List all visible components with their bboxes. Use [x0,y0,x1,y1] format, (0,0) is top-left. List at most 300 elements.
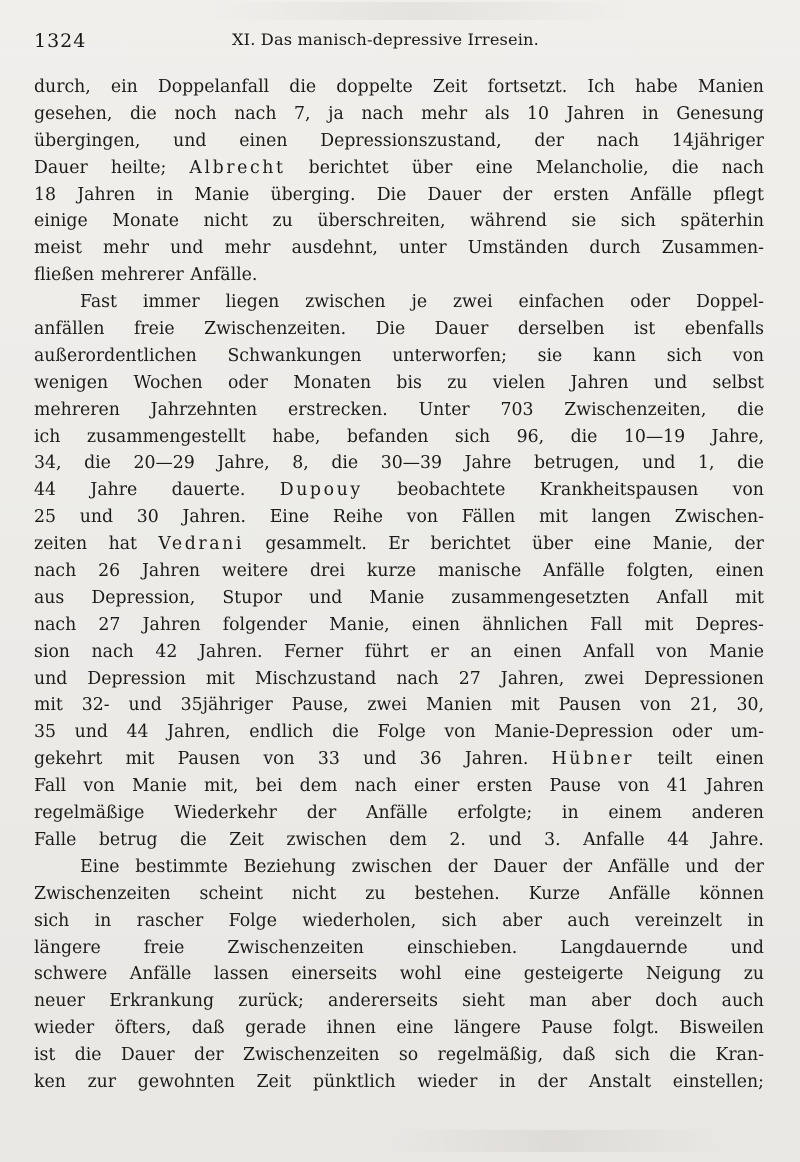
word: gerade [245,1018,307,1039]
text-line [34,450,764,477]
word: nach [34,561,77,582]
word: 26 [98,561,121,582]
word: von [732,480,764,501]
word: Manien [697,77,764,97]
word: mit, [204,776,239,797]
word: sich [34,910,70,931]
word: von [656,641,688,662]
text-line [34,612,764,639]
word: Manien [425,695,492,716]
word: 44 [126,722,149,743]
word: sion [34,641,70,662]
word: zusammengesetzten [451,587,630,608]
word: 18 [34,184,56,205]
word: Zwischen- [674,507,764,528]
word: Falle [34,829,77,850]
text-line [34,639,764,666]
word: überschreiten, [317,211,446,232]
word: wenigen [34,372,109,393]
word: und [363,749,397,770]
word: Manie, [652,534,713,555]
text-line [34,397,764,424]
word: Anfall [656,587,709,608]
word: Dauer [493,856,547,877]
word: der [306,803,337,824]
word: pünktlich [312,1071,396,1092]
word: eine [464,964,502,985]
word: Fällen [461,507,516,528]
word: von [639,695,672,716]
word: Anfalle [583,829,645,850]
word: einen [411,614,461,635]
word: mehrerer [100,265,184,286]
word: Vedrani [158,534,244,555]
word: 703 [500,399,534,420]
word: nach [396,668,439,689]
word: Jahren [77,184,136,205]
word: Schwankungen [227,345,362,366]
word: 1, [698,453,715,474]
word: hat [108,534,137,555]
word: 41 [666,776,689,797]
word: fließen [34,265,95,286]
word: von [618,776,650,797]
word: zusammengestellt [86,426,246,447]
word: als [484,103,510,124]
word: unter [398,238,447,259]
word: zwischen [351,856,433,877]
word: der [537,1071,568,1092]
word: Folge [377,722,426,743]
word: ebenfalls [684,319,764,340]
word: einstellen; [672,1071,764,1092]
word: Monate [112,211,179,232]
word: manische [437,561,522,582]
word: 34, [34,453,62,474]
word: fortsetzt. [487,77,568,97]
word: von [444,722,476,743]
word: Anfälle [365,803,428,824]
word: freie [143,937,185,958]
word: 96, [516,426,545,447]
word: Dupouy [279,480,363,501]
word: mehr [103,238,150,259]
word: kann [592,345,637,366]
word: meist [34,238,82,259]
word: rascher [136,910,204,931]
word: bei [255,776,283,797]
word: mit [205,668,235,689]
word: die [737,399,764,420]
word: der [562,856,593,877]
word: über [531,534,573,555]
word: die [671,157,699,178]
word: Umständen [467,238,569,259]
word: sich [441,910,477,931]
text-line [34,477,764,504]
word: Jahren. [464,749,529,770]
word: 44 [667,829,690,850]
word: ersten [476,776,533,797]
word: mit [735,587,764,608]
word: an [470,641,492,662]
word: der [734,856,764,877]
word: daß [562,1045,596,1066]
word: gekehrt [34,749,103,770]
word: der [447,856,478,877]
word: ersten [553,184,610,205]
word: Anfälle [607,856,670,877]
word: gewohnten [137,1071,235,1092]
word: ja [328,103,344,124]
word: Zwischenzeiten, [564,399,707,420]
word: 21, [690,695,718,716]
word: derselben [517,319,605,340]
word: dauerte. [171,480,246,501]
word: Stupor [222,587,282,608]
word: Eine [80,856,120,877]
text-line [34,908,764,935]
word: scheint [199,883,263,904]
word: und [309,587,343,608]
word: die [74,1045,102,1066]
word: ist [633,319,656,340]
word: sie [537,345,563,366]
word: folgender [222,614,308,635]
word: ist [34,1045,56,1066]
word: Fast [80,292,117,313]
word: zu [743,964,764,985]
word: einfachen [518,292,605,313]
word: Dauer [34,157,88,178]
word: Jahren [570,372,629,393]
word: einerseits [291,964,378,985]
word: endlich [249,722,314,743]
word: selbst [712,372,764,393]
word: erstrecken. [287,399,388,420]
word: Anfälle. [190,265,258,286]
word: sich [454,426,491,447]
word: nach [34,614,77,635]
word: 8, [292,453,309,474]
text-line [34,746,764,773]
word: Beziehung [243,856,336,877]
word: nach [91,641,134,662]
word: Albrecht [189,157,286,178]
word: wiederholen, [302,910,417,931]
word: Zwischenzeiten [227,937,364,958]
word: Die [375,319,406,340]
word: nicht [203,211,248,232]
text-line [34,935,764,962]
word: Wiederkehr [174,803,277,824]
word: können [699,883,764,904]
word: pflegt [713,184,764,205]
word: mit [125,749,155,770]
word: und [730,937,764,958]
text-line [34,1015,764,1042]
word: sich [614,1045,650,1066]
word: Depression [87,668,186,689]
word: Anfälle [543,561,605,582]
word: Anfall [583,641,635,662]
word: erfolgte; [457,803,533,824]
text-line [34,881,764,908]
word: zu [272,211,293,232]
text-line [34,1069,764,1096]
word: längere [34,937,101,958]
word: wieder [417,1071,478,1092]
word: Pausen [177,749,241,770]
word: man [529,991,567,1012]
word: Manie-Depression [494,722,654,743]
show-through-top [210,2,630,20]
text-line [34,208,764,235]
word: 32- [81,695,110,716]
word: einer [414,776,460,797]
word: Anfälle [608,883,671,904]
word: übergingen, [34,130,141,151]
word: Depressionszustand, [320,130,502,151]
word: während [470,211,547,232]
word: in [561,803,579,824]
word: 7, [294,103,311,124]
word: Pausen [558,695,622,716]
word: vielen [492,372,546,393]
word: Jahre. [711,829,764,850]
word: er [430,641,449,662]
word: zu [365,883,386,904]
word: die [179,829,207,850]
word: Dauer [120,1045,175,1066]
word: neuer [34,991,85,1012]
word: daß [191,1018,225,1039]
word: nach [721,157,764,178]
word: 35 [34,722,56,743]
word: je [411,292,428,313]
word: Jahre, [217,453,270,474]
word: Zusammen- [661,238,764,259]
text-line [34,558,764,585]
word: ihnen [326,1018,376,1039]
word: nicht [291,883,337,904]
word: und [653,372,688,393]
word: Jahrzehnten [150,399,258,420]
word: zur [87,1071,117,1092]
word: Pause [541,1018,593,1039]
word: durch, [34,77,91,97]
text-line [34,424,764,451]
word: Pause, [291,695,349,716]
word: unterworfen; [392,345,507,366]
word: Krankheitspausen [539,480,699,501]
word: die [570,426,598,447]
word: eine [396,1018,434,1039]
text-line [34,773,764,800]
word: Fall [590,614,623,635]
word: auch [721,991,764,1012]
word: bestehen. [414,883,500,904]
word: anderen [691,803,764,824]
word: die [289,77,317,97]
word: über [411,157,453,178]
word: Zeit [256,1071,292,1092]
word: längere [453,1018,521,1039]
word: regelmäßige [34,803,145,824]
word: einen [239,130,288,151]
word: Jahren [566,103,625,124]
running-head [0,30,800,62]
word: der [502,184,533,205]
word: und [488,829,522,850]
word: Jahren. [182,507,246,528]
word: kurze [366,561,417,582]
word: zwischen [305,292,386,313]
word: mit [644,614,674,635]
word: doch [655,991,698,1012]
word: 27 [98,614,121,635]
word: Bisweilen [679,1018,764,1039]
word: Doppelanfall [157,77,270,97]
text-line [34,101,764,128]
word: von [83,776,115,797]
word: zwei [452,292,493,313]
word: mit [34,695,63,716]
word: Manie, [329,614,390,635]
text-line [34,262,764,289]
word: öfters, [114,1018,172,1039]
word: doppelte [336,77,413,97]
word: Manie [709,641,764,662]
word: liegen [225,292,280,313]
word: 27 [458,668,481,689]
word: Zwischenzeiten [34,883,171,904]
word: ein [110,77,138,97]
word: 30 [136,507,159,528]
text-line [34,800,764,827]
text-line [34,343,764,370]
word: ich [34,426,61,447]
word: teilt [657,749,693,770]
word: der [734,534,764,555]
word: und [128,695,162,716]
word: regelmäßig, [437,1045,544,1066]
word: aus [34,587,65,608]
word: gesammelt. [265,534,367,555]
word: bis [396,372,422,393]
word: einen [513,641,562,662]
word: Genesung [676,103,764,124]
word: Jahren [705,776,764,797]
word: Kran- [715,1045,764,1066]
word: in [499,1071,516,1092]
word: 30, [736,695,764,716]
word: und [79,507,114,528]
word: mehr [421,103,468,124]
word: 3. [544,829,561,850]
word: beobachtete [397,480,506,501]
word: lassen [213,964,269,985]
word: Jahren. [198,641,263,662]
word: Depression, [91,587,196,608]
text-line [34,692,764,719]
text-line [34,988,764,1015]
word: 14jähriger [671,130,764,151]
word: Mischzustand [254,668,377,689]
word: und [34,668,68,689]
text-line [34,182,764,209]
word: Langdauernde [560,937,688,958]
text-line [34,854,764,881]
word: folgten, [626,561,694,582]
word: schwere [34,964,108,985]
text-line [34,961,764,988]
word: überging. [270,184,356,205]
text-line [34,370,764,397]
word: oder [672,722,712,743]
word: sie [571,211,597,232]
word: dem [389,829,427,850]
word: eine [475,157,513,178]
word: ken [34,1071,66,1092]
word: zu [447,372,468,393]
word: Wochen [133,372,203,393]
word: Doppel- [696,292,764,313]
word: zurück; [238,991,304,1012]
word: betrug [98,829,158,850]
word: nach [234,103,277,124]
word: die [129,103,157,124]
word: einschieben. [406,937,518,958]
word: folgt. [613,1018,659,1039]
chapter-title: XI. Das manisch-depressive Irresein. [232,30,539,49]
word: langen [591,507,651,528]
word: und [170,238,204,259]
word: Reihe [332,507,384,528]
word: gesteigerte [523,964,624,985]
word: Anfälle [129,964,192,985]
word: Monaten [293,372,372,393]
word: Pause [549,776,601,797]
word: Neigung [645,964,722,985]
word: ausdehnt, [291,238,378,259]
word: sich [620,211,656,232]
word: Zeit [432,77,468,97]
word: 25 [34,507,56,528]
word: von [263,749,295,770]
word: oder [227,372,268,393]
word: 30—39 [380,453,442,474]
word: freie [134,319,175,340]
word: 2. [449,829,466,850]
body-text [34,74,764,1096]
word: 35jähriger [180,695,273,716]
word: zeiten [34,534,88,555]
word: berichtet [430,534,511,555]
text-line [34,74,764,101]
word: Depressionen [644,668,764,689]
word: Dauer [434,319,489,340]
word: der [534,130,564,151]
word: auch [567,910,610,931]
word: Folge [228,910,277,931]
text-line [34,585,764,612]
word: um- [730,722,764,743]
word: in [642,103,659,124]
show-through-bottom [390,1130,720,1152]
word: Melancholie, [535,157,649,178]
word: die [669,1045,697,1066]
